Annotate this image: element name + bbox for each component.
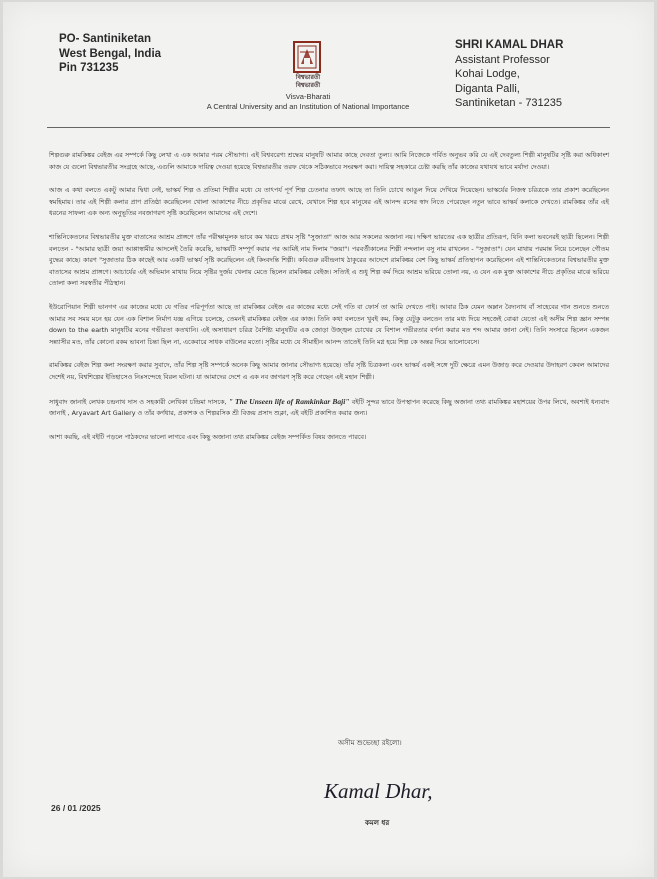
institution-name: Visva-Bharati [285,92,331,101]
body-paragraph-6 [49,396,609,420]
recipient-address-line2: Kohai Lodge, [455,68,520,80]
signature-text: Kamal Dhar, [324,779,433,803]
body-paragraph-6-end: বইটি সুন্দর ভাবে উপস্থাপন করেছে কিছু অজানা তথ্য রামকিঙ্কর মহাশয়ের উপর লিখে, অবশ্যই ধন্যবাদ জানাই , Aryavart Art Gallery ও তাঁর কর্ণধার, প্রকাশক ও শিল্পরসিক শ্রী বিজয় প্রসাদ শুক্লা, এই বইটি প্রকাশিত করার জন্য। [49,397,609,418]
recipient-address-line3: Diganta Palli, [455,82,520,95]
visva-bharati-seal-icon [292,40,322,74]
sender-address [59,32,161,76]
handwritten-signature [318,772,448,812]
book-title: " The Unseen life of Ramkinkar Baji" [228,396,350,406]
body-paragraph-5: রামকিঙ্কর বেইজ শিল্প কলা সংরক্ষণ করার সুবাদে, তাঁর শিল্প সৃষ্টি সম্পর্কে অনেক কিছু আমার জানার সৌভাগ্য হয়েছে। তাঁর সৃষ্টি চিত্রকলা এবং ভাস্কর্য একই সঙ্গে দুটি ক্ষেত্রে এমন উজাড় করে দেওয়ার উদাহরণ কেবল আমাদের দেশেই নয়, বিশ্বশিল্পের ইতিহাসেও নিঃসন্দেহে বিরল ঘটনা। যা আমাদের দেশে এ এক নব জাগরণ সৃষ্টি করে গেছেন এই মহান শিল্পী। [49,361,609,381]
institution-tagline: A Central University and an Institution of National Importance [206,102,410,111]
body-paragraph-1: শিল্পগুরু রামকিঙ্কর বেইজ এর সম্পর্কে কিছু লেখা এ এক আমার পরম সৌভাগ্য। এই বিশ্ববরেণ্য শ্রদ্ধেয় মানুষটি আমার কাছে দেবতা তুল্য। আমি নিজেকে গর্বিত অনুভব করি যে এই দেবতুল্য শিল্পী মানুষটির সৃষ্টি করা অধিকাংশ কাজ যে গুলো বিশ্বভারতীর সংগ্রহে আছে, এগুলি আমাকে দায়িত্ব দেওয়া হয়েছে বিশ্বভারতীর তরফ থেকে সঠিকভাবে সংরক্ষণ করা। দায়িত্ব সহকারে চেষ্টা করছি তাঁর কাজের যথাযথ ভাবে মর্যাদা দেওয়া। [49,151,609,171]
letter-page [3,2,654,877]
letter-date: 26 / 01 /2025 [51,803,101,813]
body-paragraph-4: ইউরোপিয়ান শিল্পী ভানগগ এর কাজের মধ্যে যে গতির পরিপূর্ণতা আছে তা রামকিঙ্কর বেইজ এর কাজের মধ্যে সেই গতি বা ফোর্স তা আমি দেখতে পাই। আবার ঠিক যেমন অম্লান বৈদ্যনাথ বাঁ সাহেবের গান শুনতে শুনতে আমার সব সময় মনে হয় যেন এক বিশাল নির্মাণ যজ্ঞ এগিয়ে চলেছে, তেমনই রামকিঙ্কর বেইজ এর কাজ। তিনি কথা বলতেন খুবই কম, কিন্তু যেটুকু বলতেন তার মধ্য দিয়ে সহজেই বোঝা যেতো এই অসীম শিল্প জ্ঞান সম্পন্ন down to the earth মানুষটির মনের গভীরতা কতখানি। এই অসাধারণ চরিত্র বৈশিষ্ট্য মানুষটির এক জোড়া উজ্জ্বল চোখের যে বিশাল গভীরতার বর্ণনা করার মত শব্দ আমার জানা নেই। তিনি সংসারে ছিলেন একজন সন্ন্যাসীর মত, তাঁর কোনো রকম ভাবনা চিন্তা ছিল না, একেবারে সাধক বাউলের মতো। সৃষ্টির মধ্যে যে সীমাহীন আনন্দ তাতেই তিনি মগ্ন হয়ে শিল্প কে অন্তর দিয়ে ভালোবেসে। [49,302,609,346]
logo-text-line2: বিশ্বভারতী [295,81,321,89]
recipient-address-line1: Assistant Professor [455,53,550,66]
signatory-name: কমল ধর [365,819,390,827]
logo-caption [253,74,363,89]
letter-body [49,150,609,455]
recipient-address-line4: Santiniketan - 731235 [455,97,563,109]
institution-block [153,92,463,112]
body-paragraph-3: শান্তিনিকেতনের বিশ্বভারতীর মুক্ত বাতাসের আশ্রম প্রাঙ্গণে তাঁর পরীক্ষামূলক ভাবে কম খরচে প্রথম সৃষ্টি "সুজাতা" আজ আর সকলের অজানা নয়। দক্ষিণ ভারতের এক ছাত্রীর প্রতিরূপ, যিনি কলা ভবনেরই ছাত্রী ছিলেন। শিল্পী বলতেন - "আমার ছাত্রী জয়া আপ্পাস্বামীর আদলেই তৈরি করেছি, ভাস্কর্যটি সম্পূর্ণ করার পর আমিই নাম দিলাম "জয়া"। পরবর্তীকালের শিল্পী নন্দলাল বসু নাম রাখলেন - "সুজাতা"। যেন মাথায় পরমান্ন নিয়ে চলেছেন গৌতম বুদ্ধের কাছে। কারণ "সুজাতার ঠিক কাছেই আর একটি ভাস্কর্য সৃষ্টি করেছিলেন এই কিংবদন্তি শিল্পী। কবিগুরু রবীন্দ্রনাথ ঠাকুরের আদেশে রামকিঙ্কর বেশ কিছু ভাস্কর্য প্রতিস্থাপন করেছিলেন এই শান্তিনিকেতনের বিশ্বভারতীর মুক্ত বাতাসের আশ্রম প্রাঙ্গণে। আচার্যের এই অভিমান মাথায় নিয়ে সৃষ্টির দুর্জয় খেলায় মেতে ছিলেন রামকিঙ্কর বেইজ। সত্যিই এ শুধু শিল্প কর্ম দিয়ে আশ্রম ভরিয়ে তোলা নয়, এ যেন এক মুক্ত আকাশের নীচে প্রকৃতির মাঝে ভরিয়ে তোলা কলা সরস্বতীর পীঠস্থান। [49,232,609,288]
body-paragraph-6-start: সাধুবাদ জানাই লেখক চন্দ্রনাথ দাস ও সহকারী লেখিকা চন্দ্রিমা দাসকে, [49,397,229,406]
body-paragraph-2: আজ এ কথা বলতে একটু আমার দ্বিধা নেই, ভাস্কর্য শিল্প ও প্রতিমা শিল্পীর মধ্যে যে তাৎপর্য পূর্ণ শিল্প চেতনার তফাৎ আছে তা তিনি চোখে আঙুল দিয়ে দেখিয়ে দিয়েছেন। ভাস্কর্যের নিজস্ব চরিত্রকে তার প্রকাশ করেছিলেন স্বমহিমায়। তার এই শিল্পী কলার প্রাণ প্রতিষ্ঠা করেছিলেন খোলা আকাশের নীচে প্রকৃতির মাঝে রেখে, যেখানে শিল্প হবে মানুষের এই আনন্দ রসের স্বাদ নিতে পেরেছেন নতুন ভাবে ভাস্কর্য কলাকে দেখতে। রামকিঙ্কর তাঁর এই ধরনের সাফল্য এক অন্য অনুভূতির নবজাগরণ সৃষ্টি করেছিলেন আমাদের এই দেশে। [49,186,609,218]
sender-address-line1: PO- Santiniketan [59,33,152,45]
logo-text-line1: বিশ্বভারতী [295,74,321,81]
closing-greeting: অসীম শুভেচ্ছা রইলো। [338,739,402,747]
recipient-address [455,38,563,111]
body-paragraph-7: আশা করছি, এই বইটি পড়লে পাঠকদের ভালো লাগবে এবং কিছু অজানা তথ্য রামকিঙ্কর বেইজ সম্পর্কিত বিষয় জানতে পারবে। [49,432,367,441]
recipient-name: SHRI KAMAL DHAR [455,39,564,51]
sender-address-line3: Pin 731235 [59,62,119,74]
sender-address-line2: West Bengal, India [59,47,162,60]
header-divider [47,127,610,128]
